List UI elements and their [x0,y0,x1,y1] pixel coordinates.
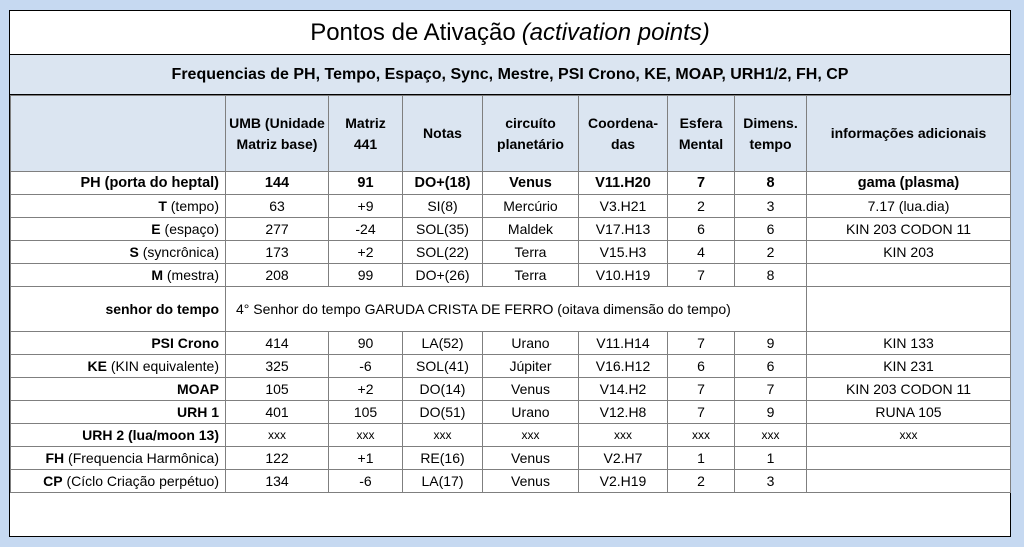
esfera-cell: 7 [668,332,735,355]
row-label [11,172,226,195]
row-label-bold: PH (porta do heptal) [80,175,219,191]
umb-cell: 105 [226,378,329,401]
circuito-cell: Venus [483,378,579,401]
esfera-cell: 6 [668,218,735,241]
header-circuito: circuíto planetário [483,96,579,172]
umb-cell: 134 [226,470,329,493]
row-label [11,378,226,401]
umb-cell: 277 [226,218,329,241]
matriz-cell: +9 [329,195,403,218]
coordenadas-cell: V17.H13 [579,218,668,241]
matriz-cell: +2 [329,378,403,401]
esfera-cell: 6 [668,355,735,378]
coordenadas-cell: V11.H14 [579,332,668,355]
dimens-cell: 1 [735,447,807,470]
umb-cell: 144 [226,172,329,195]
row-label [11,287,226,332]
umb-cell: xxx [226,424,329,447]
table-row [11,401,1011,424]
info-cell [807,447,1011,470]
page-subtitle: Frequencias de PH, Tempo, Espaço, Sync, Mestre, PSI Crono, KE, MOAP, URH1/2, FH, CP [10,55,1010,95]
table-row [11,241,1011,264]
row-label-bold: FH [45,450,65,466]
info-cell: KIN 203 [807,241,1011,264]
notas-cell: LA(52) [403,332,483,355]
header-coordenadas: Coordena-das [579,96,668,172]
umb-cell: 208 [226,264,329,287]
notas-cell: SOL(41) [403,355,483,378]
table-row [11,355,1011,378]
circuito-cell: Mercúrio [483,195,579,218]
notas-cell: DO+(26) [403,264,483,287]
row-label [11,241,226,264]
matriz-cell: 91 [329,172,403,195]
row-label-bold: T [158,198,167,214]
matriz-cell: xxx [329,424,403,447]
info-cell: KIN 133 [807,332,1011,355]
circuito-cell: Venus [483,172,579,195]
info-cell: KIN 203 CODON 11 [807,218,1011,241]
table-row [11,424,1011,447]
esfera-cell: 7 [668,401,735,424]
row-label-bold: URH 2 (lua/moon 13) [82,427,219,443]
header-row [11,96,1011,172]
circuito-cell: Terra [483,264,579,287]
coordenadas-cell: V3.H21 [579,195,668,218]
esfera-cell: 1 [668,447,735,470]
matriz-cell: 105 [329,401,403,424]
umb-cell: 401 [226,401,329,424]
circuito-cell: Júpiter [483,355,579,378]
header-dimens: Dimens. tempo [735,96,807,172]
row-label [11,470,226,493]
header-label [11,96,226,172]
circuito-cell: Urano [483,332,579,355]
title-italic: (activation points) [521,18,710,46]
dimens-cell: 6 [735,218,807,241]
table-row [11,470,1011,493]
row-label [11,355,226,378]
row-label [11,447,226,470]
row-label-rest: (Cíclo Criação perpétuo) [62,473,219,489]
circuito-cell: Venus [483,470,579,493]
notas-cell: SI(8) [403,195,483,218]
coordenadas-cell: V15.H3 [579,241,668,264]
row-label-bold: PSI Crono [151,335,219,351]
row-label [11,401,226,424]
coordenadas-cell: V16.H12 [579,355,668,378]
title-main: Pontos de Ativação [310,18,516,46]
esfera-cell: 7 [668,264,735,287]
row-label [11,195,226,218]
row-label [11,218,226,241]
dimens-cell: 2 [735,241,807,264]
header-esfera: Esfera Mental [668,96,735,172]
matriz-cell: 99 [329,264,403,287]
row-label-rest: (tempo) [166,198,219,214]
esfera-cell: 7 [668,378,735,401]
info-cell: KIN 231 [807,355,1011,378]
esfera-cell: 2 [668,470,735,493]
info-cell [807,264,1011,287]
dimens-cell: 9 [735,401,807,424]
header-info: informações adicionais [807,96,1011,172]
notas-cell: xxx [403,424,483,447]
coordenadas-cell: V12.H8 [579,401,668,424]
notas-cell: DO+(18) [403,172,483,195]
notas-cell: SOL(35) [403,218,483,241]
notas-cell: DO(14) [403,378,483,401]
circuito-cell: Terra [483,241,579,264]
notas-cell: RE(16) [403,447,483,470]
dimens-cell: 3 [735,470,807,493]
dimens-cell: 8 [735,264,807,287]
notas-cell: LA(17) [403,470,483,493]
header-umb: UMB (Unidade Matriz base) [226,96,329,172]
notas-cell: DO(51) [403,401,483,424]
merged-note-cell: 4° Senhor do tempo GARUDA CRISTA DE FERRO (oitava dimensão do tempo) [226,287,807,332]
esfera-cell: 4 [668,241,735,264]
row-label-rest: (Frequencia Harmônica) [64,450,219,466]
activation-points-sheet [9,10,1011,537]
info-cell: RUNA 105 [807,401,1011,424]
header-matriz: Matriz 441 [329,96,403,172]
row-label-bold: S [129,244,139,260]
table-row [11,172,1011,195]
header-notas: Notas [403,96,483,172]
notas-cell: SOL(22) [403,241,483,264]
row-label-bold: senhor do tempo [105,301,219,317]
table-row [11,287,1011,332]
info-cell [807,287,1011,332]
umb-cell: 414 [226,332,329,355]
activation-points-table [10,95,1011,493]
row-label-rest: (mestra) [163,267,219,283]
coordenadas-cell: V2.H7 [579,447,668,470]
dimens-cell: xxx [735,424,807,447]
table-row [11,378,1011,401]
matriz-cell: 90 [329,332,403,355]
row-label-bold: E [151,221,161,237]
info-cell: KIN 203 CODON 11 [807,378,1011,401]
umb-cell: 63 [226,195,329,218]
dimens-cell: 6 [735,355,807,378]
page-title [10,11,1010,55]
row-label-rest: (KIN equivalente) [106,358,219,374]
table-row [11,447,1011,470]
info-cell: gama (plasma) [807,172,1011,195]
circuito-cell: xxx [483,424,579,447]
coordenadas-cell: V2.H19 [579,470,668,493]
coordenadas-cell: V10.H19 [579,264,668,287]
dimens-cell: 3 [735,195,807,218]
table-row [11,332,1011,355]
table-row [11,195,1011,218]
info-cell: 7.17 (lua.dia) [807,195,1011,218]
matriz-cell: -6 [329,355,403,378]
matriz-cell: +1 [329,447,403,470]
row-label-bold: URH 1 [176,404,219,420]
row-label [11,264,226,287]
row-label-rest: (syncrônica) [138,244,219,260]
umb-cell: 325 [226,355,329,378]
dimens-cell: 8 [735,172,807,195]
table-row [11,218,1011,241]
dimens-cell: 9 [735,332,807,355]
esfera-cell: 7 [668,172,735,195]
esfera-cell: 2 [668,195,735,218]
row-label [11,424,226,447]
row-label-bold: KE [87,358,107,374]
info-cell: xxx [807,424,1011,447]
matriz-cell: -6 [329,470,403,493]
coordenadas-cell: xxx [579,424,668,447]
umb-cell: 173 [226,241,329,264]
coordenadas-cell: V11.H20 [579,172,668,195]
circuito-cell: Venus [483,447,579,470]
row-label-bold: M [151,267,163,283]
row-label-bold: MOAP [177,381,219,397]
row-label [11,332,226,355]
dimens-cell: 7 [735,378,807,401]
table-body [11,172,1011,493]
matriz-cell: +2 [329,241,403,264]
coordenadas-cell: V14.H2 [579,378,668,401]
row-label-rest: (espaço) [160,221,219,237]
circuito-cell: Maldek [483,218,579,241]
row-label-bold: CP [43,473,63,489]
umb-cell: 122 [226,447,329,470]
table-row [11,264,1011,287]
circuito-cell: Urano [483,401,579,424]
matriz-cell: -24 [329,218,403,241]
info-cell [807,470,1011,493]
esfera-cell: xxx [668,424,735,447]
